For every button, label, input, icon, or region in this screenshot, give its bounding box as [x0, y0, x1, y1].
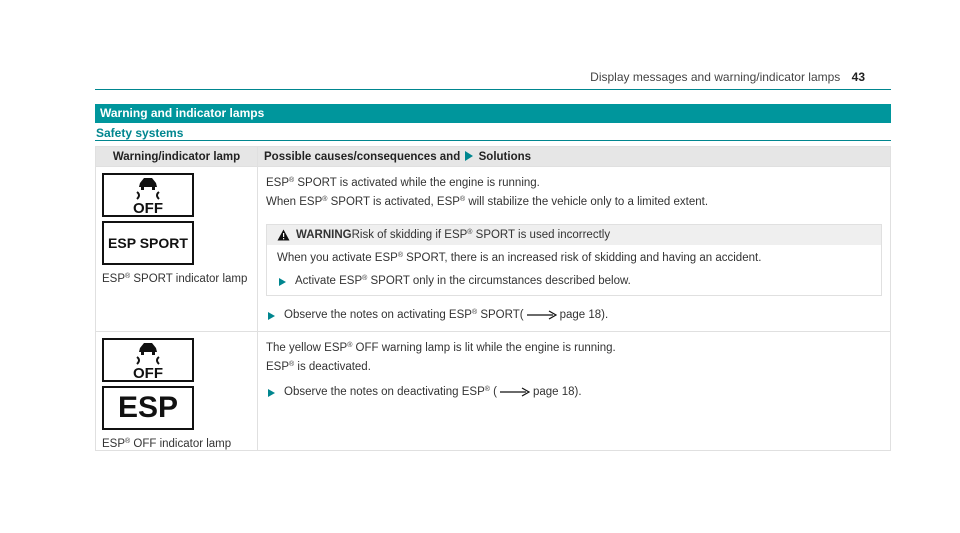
running-head — [590, 70, 865, 84]
cause-line: When ESP® SPORT is activated, ESP® will stabilize the vehicle only to a limited extent. — [266, 196, 709, 208]
bullet-arrow-icon — [268, 389, 275, 397]
lamp-off-text: OFF — [133, 365, 163, 380]
car-skid-icon — [104, 340, 192, 380]
bullet-arrow-icon — [279, 278, 286, 286]
lamp-label: ESP® SPORT indicator lamp — [102, 273, 248, 285]
causes-cell — [258, 332, 891, 451]
solution-action: Observe the notes on activating ESP® SPORT( page 18). — [266, 306, 882, 325]
subsection-rule — [95, 140, 891, 141]
table-header-row — [96, 147, 891, 167]
bullet-arrow-icon — [268, 312, 275, 320]
section-title-bar — [95, 104, 891, 123]
lamp-off-text: OFF — [133, 200, 163, 215]
page-reference-link[interactable]: page 18). — [559, 309, 609, 321]
lamp-esp-sport-text: ESP SPORT — [102, 221, 194, 265]
subsection-title: Safety systems — [96, 126, 184, 140]
warning-title: Risk of skidding if ESP® SPORT is used incorrectly — [351, 229, 611, 241]
cause-line: ESP® is deactivated. — [266, 361, 371, 373]
warning-box — [266, 224, 882, 296]
header-solutions: Solutions — [478, 150, 532, 163]
running-head-title: Display messages and warning/indicator lamps — [590, 70, 841, 84]
lamp-label: ESP® OFF indicator lamp — [102, 438, 232, 450]
play-arrow-icon — [465, 151, 473, 161]
solution-action: Observe the notes on deactivating ESP® ( page 18). — [266, 383, 882, 402]
page-reference-arrow-icon — [527, 310, 557, 320]
lamp-cell — [96, 332, 258, 451]
warning-triangle-icon — [277, 229, 290, 241]
header-rule — [95, 89, 891, 90]
car-skid-icon — [104, 175, 192, 215]
page-reference-link[interactable]: page 18). — [532, 386, 582, 398]
warning-lamps-table — [95, 146, 891, 451]
header-causes-solutions — [258, 147, 891, 167]
page-number: 43 — [851, 70, 865, 84]
lamp-cell — [96, 167, 258, 332]
section-title: Warning and indicator lamps — [100, 106, 265, 120]
header-lamp: Warning/indicator lamp — [96, 147, 258, 167]
warning-action: Activate ESP® SPORT only in the circumstances described below. — [277, 272, 871, 291]
warning-label: WARNING — [296, 229, 352, 241]
page-reference-arrow-icon — [500, 387, 530, 397]
warning-header — [267, 225, 881, 245]
warning-text: When you activate ESP® SPORT, there is an increased risk of skidding and having an accident. — [277, 252, 762, 264]
table-row — [96, 167, 891, 332]
table-row — [96, 332, 891, 451]
cause-line: ESP® SPORT is activated while the engine is running. — [266, 177, 540, 189]
lamp-esp-text: ESP — [102, 386, 194, 430]
lamp-icon-off — [102, 338, 194, 382]
header-causes: Possible causes/consequences and — [264, 150, 461, 163]
causes-cell — [258, 167, 891, 332]
lamp-icon-off — [102, 173, 194, 217]
warning-body — [267, 245, 881, 295]
cause-line: The yellow ESP® OFF warning lamp is lit while the engine is running. — [266, 342, 616, 354]
